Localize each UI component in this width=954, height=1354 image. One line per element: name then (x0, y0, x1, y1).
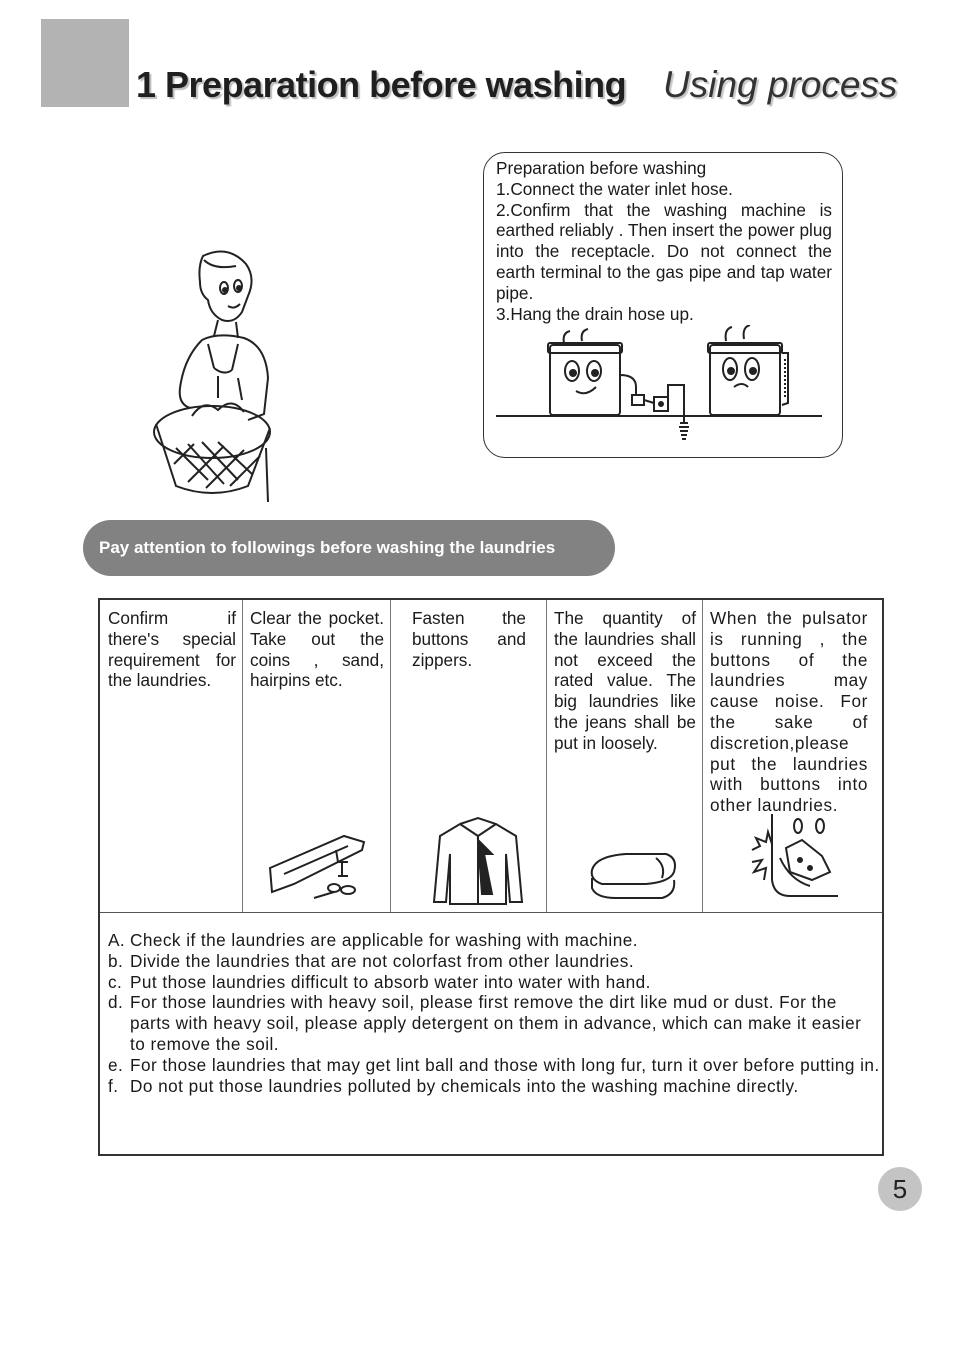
tip-column (100, 600, 242, 912)
folded-laundry-icon (586, 848, 682, 908)
attention-banner: Pay attention to followings before washing the laundries (83, 520, 615, 576)
woman-with-basket-illustration (148, 248, 288, 506)
tip-text: Clear the pocket. Take out the coins , sand, hairpins etc. (250, 608, 384, 691)
row-divider (100, 912, 882, 913)
tip-text: Fasten the buttons and zippers. (412, 608, 526, 670)
tip-column (242, 600, 390, 912)
preparation-box (483, 152, 843, 458)
tip-column (546, 600, 702, 912)
preparation-step: 1.Connect the water inlet hose. (496, 178, 733, 199)
checklist-item: e. For those laundries that may get lint ball and those with long fur, turn it over before putting in. (108, 1054, 880, 1075)
page-title: 1 Preparation before washing (136, 64, 627, 105)
pocket-coins-icon (264, 828, 374, 908)
tip-text: Confirm if there's special requirement for the laundries. (108, 608, 236, 691)
checklist-item: A. Check if the laundries are applicable for washing with machine. (108, 930, 638, 950)
page-number: 5 (878, 1167, 922, 1211)
checklist-item: d. For those laundries with heavy soil, please first remove the dirt like mud or dust. For the parts with heavy soil, please apply detergent on them in advance, which can make it easier to remove the soil. (108, 992, 862, 1054)
washing-checklist (108, 930, 880, 1096)
tip-text: The quantity of the laundries shall not exceed the rated value. The big laundries like the jeans shall be put in loosely. (554, 608, 696, 753)
header-grey-block (41, 19, 129, 107)
tip-text: When the pulsator is running , the buttons of the laundries may cause noise. For the sake of discretion,please put the laundries with buttons into other laundries. (710, 608, 868, 816)
checklist-item: c. Put those laundries difficult to absorb water into water with hand. (108, 971, 651, 992)
preparation-step: 2.Confirm that the washing machine is earthed reliably . Then insert the power plug into the receptacle. Do not connect the earth terminal to the gas pipe and tap water pipe. (496, 199, 832, 303)
tip-column (702, 600, 882, 912)
tip-column (390, 600, 546, 912)
washing-machines-illustration (496, 325, 826, 451)
checklist-item: f. Do not put those laundries polluted by chemicals into the washing machine directly. (108, 1075, 799, 1096)
section-title: Using process (663, 64, 898, 105)
shirt-zipper-icon (430, 814, 526, 908)
attention-table (98, 598, 884, 1156)
checklist-item: b. Divide the laundries that are not colorfast from other laundries. (108, 950, 635, 971)
preparation-heading: Preparation before washing (496, 158, 707, 178)
pulsator-noise-icon (750, 810, 840, 908)
preparation-text (496, 158, 832, 324)
preparation-step: 3.Hang the drain hose up. (496, 303, 694, 324)
